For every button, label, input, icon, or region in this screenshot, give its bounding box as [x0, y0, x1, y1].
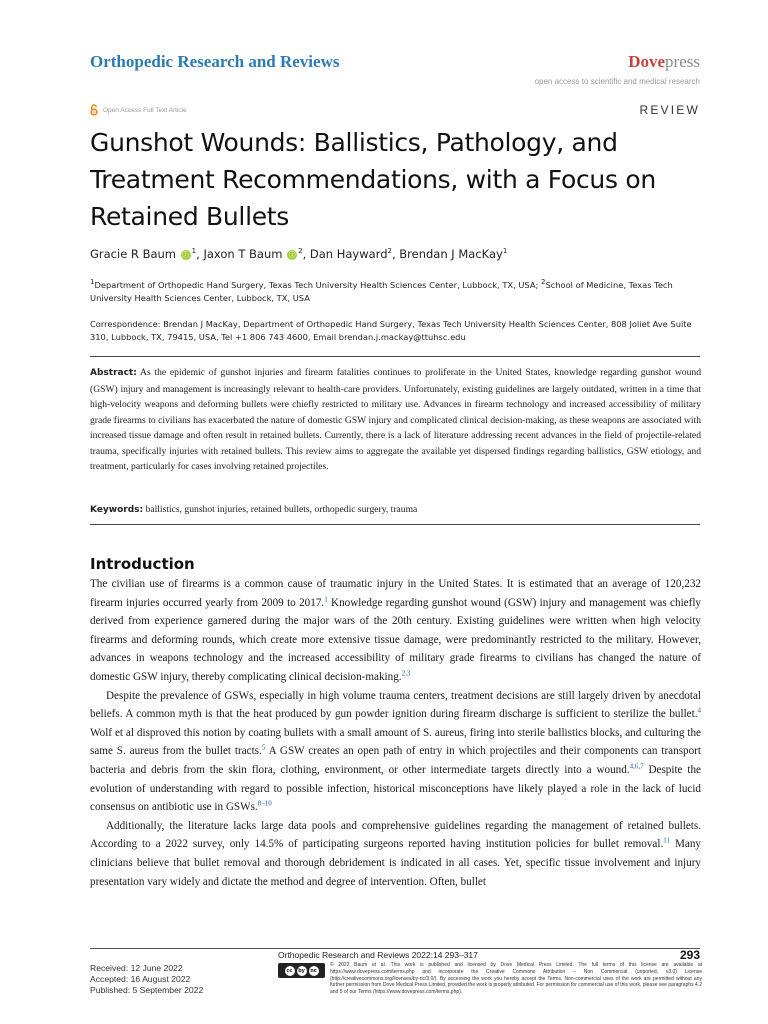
affiliation-2-sup: 2 — [540, 278, 546, 287]
author-affiliation-sup: 1 — [502, 247, 508, 256]
paragraph-3 — [90, 817, 701, 891]
reference-link[interactable]: 5 — [261, 743, 266, 752]
cc-icon: cc — [285, 966, 295, 976]
reference-link[interactable]: 8–10 — [257, 799, 272, 808]
section-heading-introduction: Introduction — [90, 555, 195, 573]
nc-icon: nc — [310, 967, 317, 974]
open-access-badge — [90, 104, 187, 116]
license-text: © 2022 Baum et al. This work is published and licensed by Dove Medical Press Limited. The full terms of this license are available at https://www.dovepress.com/terms.php and incorporate the Creative Commons Attribution – Non Commercial (unported, v3.0) License (http://creativecommons.org/licenses/by-nc/3.0/). By accessing the work you hereby accept the Terms. Non-commercial uses of the work are permitted without any further permission from Dove Medical Press Limited, provided the work is properly attributed. For permission for commercial use of this work, please see paragraphs 4.2 and 5 of our Terms (https://www.dovepress.com/terms.php). — [330, 962, 702, 996]
received-date: Received: 12 June 2022 — [90, 963, 183, 973]
text-run: Wolf et al disproved this notion by coating bullets with a small amount of S. aureus, firing into sterile ballistics blocks, and culturing the same S. aureus from the bullet tracts. — [90, 726, 701, 758]
abstract — [90, 365, 701, 475]
author-name: Dan Hayward — [309, 247, 388, 261]
footer-divider — [90, 948, 700, 949]
reference-link[interactable]: 2,3 — [401, 669, 411, 678]
published-date: Published: 5 September 2022 — [90, 985, 204, 995]
brand-press: press — [665, 52, 700, 71]
keywords — [90, 504, 701, 515]
paragraph-1 — [90, 575, 701, 687]
abstract-label: Abstract: — [90, 368, 137, 378]
page-number: 293 — [679, 948, 700, 962]
publication-dates — [90, 963, 203, 996]
author-affiliation-sup: 2 — [298, 247, 303, 256]
text-run: Additionally, the literature lacks large data pools and comprehensive guidelines regarding the management of retained bullets. According to a 2022 survey, only 14.5% of participating surgeons reported having institution policies for bullet removal. — [90, 819, 701, 851]
orcid-icon[interactable]: ⓘ — [288, 250, 296, 259]
author-name: Gracie R Baum — [90, 247, 177, 261]
body-text — [90, 575, 701, 891]
text-run: Despite the prevalence of GSWs, especially in high volume trauma centers, treatment decisions are still largely driven by anecdotal beliefs. A common myth is that the heat produced by gun powder ignition during firearm discharge is sufficient to sterilize the bullet. — [90, 689, 701, 721]
dovepress-logo[interactable] — [628, 52, 700, 72]
open-access-icon — [90, 104, 98, 116]
creative-commons-badge[interactable] — [278, 963, 325, 978]
reference-link[interactable]: 11 — [663, 836, 670, 845]
text-run: A GSW creates an open path of entry in which projectiles and their components can transport bacteria and debris from the skin flora, clothing, environment, or other intermediate targets directly into a wound. — [90, 745, 701, 776]
article-title: Gunshot Wounds: Ballistics, Pathology, and Treatment Recommendations, with a Focus on Retained Bullets — [90, 128, 656, 231]
keywords-label: Keywords: — [90, 505, 144, 515]
divider — [90, 356, 700, 357]
article-type: REVIEW — [639, 103, 700, 117]
by-icon: by — [298, 967, 305, 974]
text-run: Knowledge regarding gunshot wound (GSW) injury and management was chiefly derived from experience garnered during the major wars of the 20th century. Existing guidelines were written when high velocity firearms and deforming rounds, which create more extensive tissue damage, were predominantly restricted to the military. However, advances in weapons technology and the increased accessibility of military grade firearms to civilians has changed the nature of domestic GSW injury, thereby complicating clinical decision-making. — [90, 596, 701, 683]
affiliations — [90, 279, 690, 305]
reference-link[interactable]: 4,6,7 — [629, 762, 644, 771]
author-affiliation-sup: 1 — [191, 247, 197, 256]
author-affiliation-sup: 2 — [387, 247, 392, 256]
abstract-text: As the epidemic of gunshot injuries and firearm fatalities continues to proliferate in the United States, knowledge regarding gunshot wound (GSW) injury and management is increasingly relevant to health-care providers. Unfortunately, existing guidelines are largely outdated, written in a time that high-velocity weapons and deforming bullets were chiefly restricted to military use. Advances in firearm technology and increased accessibility of military grade firearms to civilians has exacerbated the nature of domestic GSW injury and complicated clinical decision-making, as these weapons are associated with increased tissue damage and often result in retained bullets. Currently, there is a lack of literature addressing recent advances in the field of projectile-related trauma, specifically injuries with retained bullets. This review aims to aggregate the available yet dispersed findings regarding ballistics, GSW etiology, and treatment, particularly for cases involving retained projectiles. — [90, 367, 701, 472]
affiliation-1-sup: 1 — [90, 278, 95, 287]
author-list: Gracie R Baum ⓘ $^1$, Jaxon T Baum ⓘ $^2$, Dan Hayward$^2$, Brendan J MacKay$^1$ — [90, 247, 508, 261]
accepted-date: Accepted: 16 August 2022 — [90, 974, 191, 984]
reference-link[interactable]: 4 — [697, 706, 701, 715]
orcid-icon[interactable]: ⓘ — [182, 250, 190, 259]
affiliation-1: Department of Orthopedic Hand Surgery, Texas Tech University Health Sciences Center, Lubbock, TX, USA; — [94, 280, 541, 290]
correspondence: Correspondence: Brendan J MacKay, Department of Orthopedic Hand Surgery, Texas Tech University Health Sciences Center, 808 Joliet Ave Suite 310, Lubbock, TX, 79415, USA, Tel +1 806 743 4600, Email brendan.j.mackay@ttuhsc.edu — [90, 319, 692, 342]
author-name: Brendan J MacKay — [399, 247, 503, 261]
journal-name[interactable]: Orthopedic Research and Reviews — [90, 52, 340, 71]
footer-journal-citation[interactable]: Orthopedic Research and Reviews 2022:14 293–317 — [278, 950, 478, 960]
brand-dove: Dove — [628, 52, 666, 71]
divider — [90, 524, 700, 525]
affiliation-2: School of Medicine, Texas Tech University Health Sciences Center, Lubbock, TX, USA — [90, 280, 673, 303]
text-run: Many clinicians believe that bullet removal and thorough debridement is indicated in all cases. Yet, specific tissue involvement and injury presentation vary widely and dictate the method and degree of intervention. Often, bullet — [90, 838, 701, 888]
keywords-text: ballistics, gunshot injuries, retained bullets, orthopedic surgery, trauma — [145, 504, 418, 515]
tagline: open access to scientific and medical research — [534, 77, 700, 86]
text-run: The civilian use of firearms is a common cause of traumatic injury in the United States. It is estimated that an average of 120,232 firearm injuries occurred yearly from 2009 to 2017. — [90, 578, 701, 609]
open-access-label: Open Access Full Text Article — [103, 106, 187, 114]
author-name: Jaxon T Baum — [203, 247, 283, 261]
reference-link[interactable]: 1 — [324, 594, 328, 603]
paragraph-2 — [90, 687, 701, 817]
text-run: Despite the evolution of understanding with regard to possible infection, historical misconceptions have likely played a role in the lack of lucid consensus on antibiotic use in GSWs. — [90, 763, 701, 814]
